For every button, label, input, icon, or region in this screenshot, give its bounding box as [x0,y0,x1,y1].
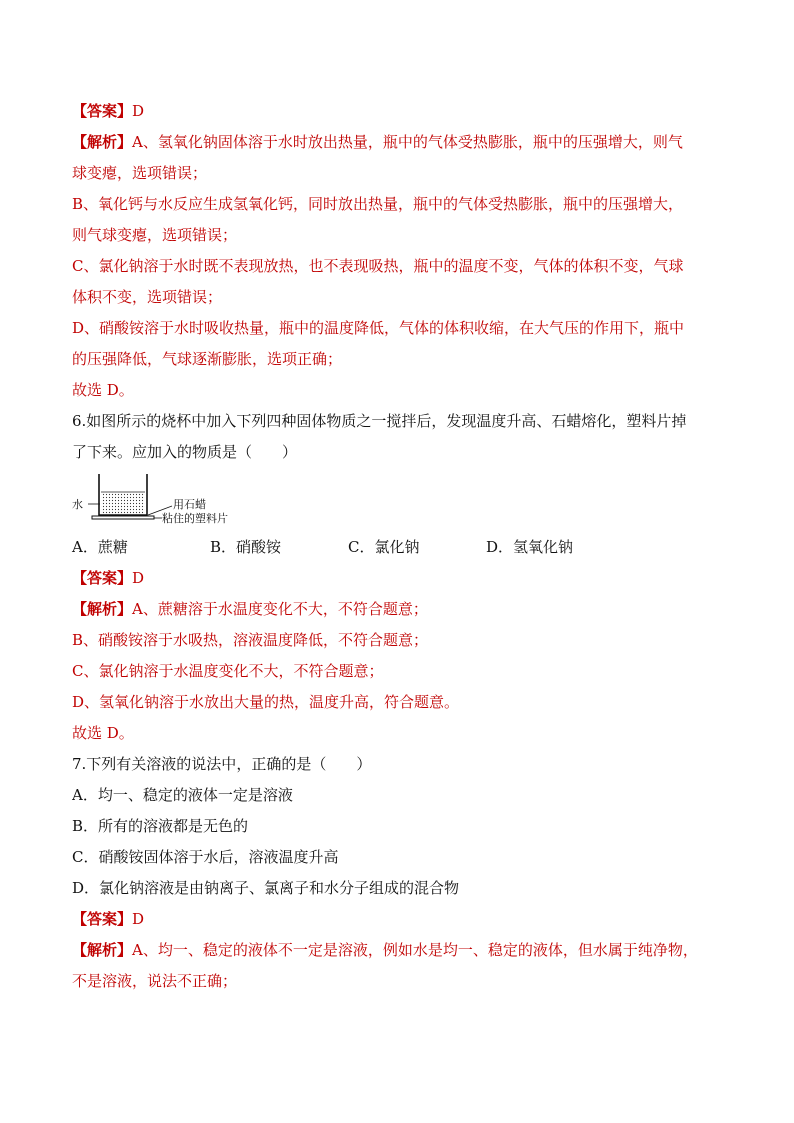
q6-stem: 了下来。应加入的物质是（ ） [72,443,298,461]
analysis-line: 故选 D。 [72,381,134,399]
q6-analysis-line: D、氢氧化钠溶于水放出大量的热，温度升高，符合题意。 [72,693,460,711]
analysis-label: 【解析】 [72,941,133,959]
analysis-text: A、氢氧化钠固体溶于水时放出热量，瓶中的气体受热膨胀，瓶中的压强增大，则气 [132,133,683,151]
sheet-label: 粘住的塑料片 [162,512,228,525]
analysis-line: 则气球变瘪，选项错误； [72,226,238,244]
q6-analysis-line: C、氯化钠溶于水温度变化不大，不符合题意； [72,662,384,680]
answer-value: D [132,102,145,120]
wax-label: 用石蜡 [173,498,206,511]
answer-label: 【答案】 [72,910,133,928]
water-label: 水 [72,498,83,511]
q7-stem: 7.下列有关溶液的说法中，正确的是（ ） [72,755,372,773]
answer-label: 【答案】 [72,102,133,120]
q6-analysis-line: B、硝酸铵溶于水吸热，溶液温度降低，不符合题意； [72,631,429,649]
analysis-line: 球变瘪，选项错误； [72,164,208,182]
analysis-label: 【解析】 [72,600,133,618]
q6-option-c: C．氯化钠 [348,538,420,556]
answer-line [72,96,754,127]
analysis-line: 体积不变，选项错误； [72,288,223,306]
answer-value: D [132,569,145,587]
q6-analysis-line: 故选 D。 [72,724,134,742]
beaker-figure [72,472,312,530]
q6-option-b: B．硝酸铵 [210,538,282,556]
q7-analysis-line: 不是溶液，说法不正确； [72,972,238,990]
analysis-line: C、氯化钠溶于水时既不表现放热，也不表现吸热，瓶中的温度不变，气体的体积不变，气球 [72,257,684,275]
analysis-line: B、氧化钙与水反应生成氢氧化钙，同时放出热量，瓶中的气体受热膨胀，瓶中的压强增大， [72,195,684,213]
analysis-line: 的压强降低，气球逐渐膨胀，选项正确； [72,350,343,368]
water-fill [101,492,145,514]
q6-options [72,532,754,563]
analysis-label: 【解析】 [72,133,133,151]
plastic-sheet [92,516,154,519]
q7-option-c: C．硝酸铵固体溶于水后，溶液温度升高 [72,848,339,866]
q7-option-a: A．均一、稳定的液体一定是溶液 [72,786,293,804]
analysis-text: A、蔗糖溶于水温度变化不大，不符合题意； [132,600,428,618]
analysis-line: D、硝酸铵溶于水时吸收热量，瓶中的温度降低，气体的体积收缩，在大气压的作用下，瓶中 [72,319,685,337]
answer-value: D [132,910,145,928]
q7-option-d: D．氯化钠溶液是由钠离子、氯离子和水分子组成的混合物 [72,879,460,897]
analysis-text: A、均一、稳定的液体不一定是溶液，例如水是均一、稳定的液体，但水属于纯净物， [132,941,698,959]
q6-analysis-line [72,594,754,625]
q7-analysis-line [72,935,754,966]
q6-stem: 6.如图所示的烧杯中加入下列四种固体物质之一搅拌后，发现温度升高、石蜡熔化，塑料片掉 [72,412,687,430]
q7-option-b: B．所有的溶液都是无色的 [72,817,249,835]
analysis-line [72,127,754,158]
q6-answer-line [72,563,754,594]
q7-answer-line [72,904,754,935]
q6-option-a: A．蔗糖 [72,538,128,556]
q6-option-d: D．氢氧化钠 [486,538,574,556]
answer-label: 【答案】 [72,569,133,587]
